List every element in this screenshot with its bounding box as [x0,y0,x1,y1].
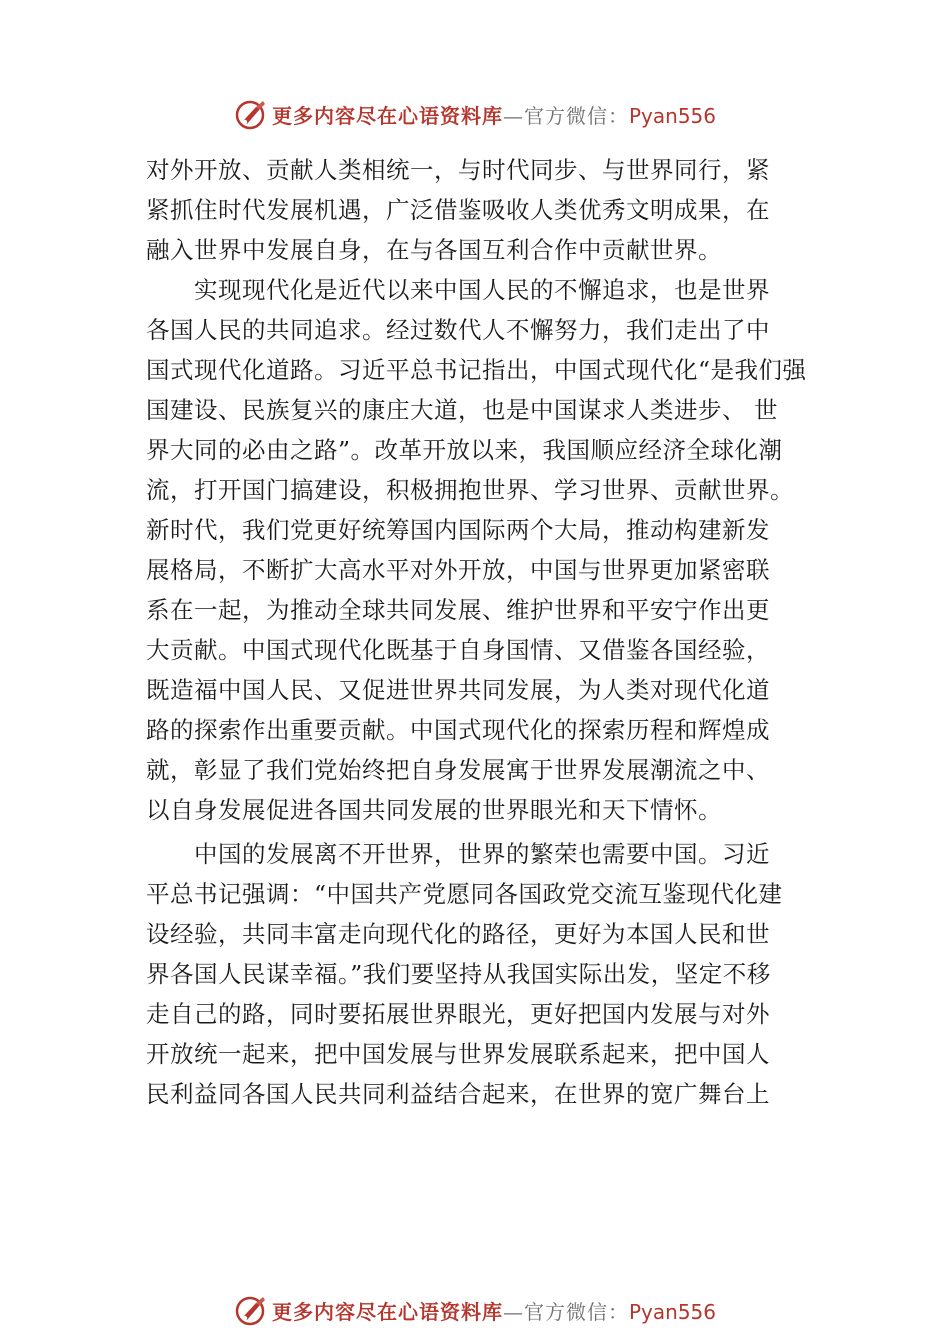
banner-text [272,1296,716,1325]
text-line: 国建设、民族复兴的康庄大道，也是中国谋求人类进步、 世 [146,396,778,424]
banner-wechat-id: Pyan556 [628,103,716,128]
text-line: 系在一起，为推动全球共同发展、维护世界和平安宁作出更 [146,596,770,624]
brush-pen-logo-icon [234,1293,268,1327]
text-line: 各国人民的共同追求。经过数代人不懈努力，我们走出了中 [146,316,770,344]
paragraph-3 [146,834,826,1114]
banner-text [272,100,716,129]
text-line: 国式现代化道路。习近平总书记指出，中国式现代化“是我们强 [146,356,807,384]
banner-wechat-label: 官方微信： [523,1299,629,1324]
paragraph-1 [146,150,826,270]
text-line: 大贡献。中国式现代化既基于自身国情、又借鉴各国经验， [146,636,770,664]
text-line: 走自己的路，同时要拓展世界眼光，更好把国内发展与对外 [146,1000,770,1028]
text-line: 对外开放、贡献人类相统一，与时代同步、与世界同行，紧 [146,156,770,184]
banner-wechat-label: 官方微信： [523,103,629,128]
header-banner [0,94,950,134]
banner-separator: — [502,1299,524,1324]
text-line: 路的探索作出重要贡献。中国式现代化的探索历程和辉煌成 [146,716,770,744]
text-line: 中国的发展离不开世界，世界的繁荣也需要中国。习近 [194,840,770,868]
paragraph-2 [146,270,826,830]
text-line: 融入世界中发展自身，在与各国互利合作中贡献世界。 [146,236,722,264]
text-line: 展格局，不断扩大高水平对外开放，中国与世界更加紧密联 [146,556,770,584]
text-line: 平总书记强调：“中国共产党愿同各国政党交流互鉴现代化建 [146,880,783,908]
text-line: 紧抓住时代发展机遇，广泛借鉴吸收人类优秀文明成果，在 [146,196,770,224]
brush-pen-logo-icon [234,97,268,131]
text-line: 开放统一起来，把中国发展与世界发展联系起来，把中国人 [146,1040,770,1068]
text-line: 流，打开国门搞建设，积极拥抱世界、学习世界、贡献世界。 [146,476,794,504]
text-line: 界各国人民谋幸福。”我们要坚持从我国实际出发，坚定不移 [146,960,771,988]
banner-main: 更多内容尽在心语资料库 [271,1299,503,1324]
text-line: 既造福中国人民、又促进世界共同发展，为人类对现代化道 [146,676,770,704]
text-line: 界大同的必由之路”。改革开放以来，我国顺应经济全球化潮 [146,436,783,464]
text-line: 实现现代化是近代以来中国人民的不懈追求，也是世界 [194,276,770,304]
banner-main: 更多内容尽在心语资料库 [271,103,503,128]
text-line: 设经验，共同丰富走向现代化的路径，更好为本国人民和世 [146,920,770,948]
text-line: 民利益同各国人民共同利益结合起来，在世界的宽广舞台上 [146,1080,770,1108]
banner-wechat-id: Pyan556 [628,1299,716,1324]
banner-separator: — [502,103,524,128]
text-line: 就，彰显了我们党始终把自身发展寓于世界发展潮流之中、 [146,756,770,784]
text-line: 新时代，我们党更好统筹国内国际两个大局，推动构建新发 [146,516,770,544]
text-line: 以自身发展促进各国共同发展的世界眼光和天下情怀。 [146,796,722,824]
footer-banner [0,1290,950,1330]
document-body [146,150,826,1114]
